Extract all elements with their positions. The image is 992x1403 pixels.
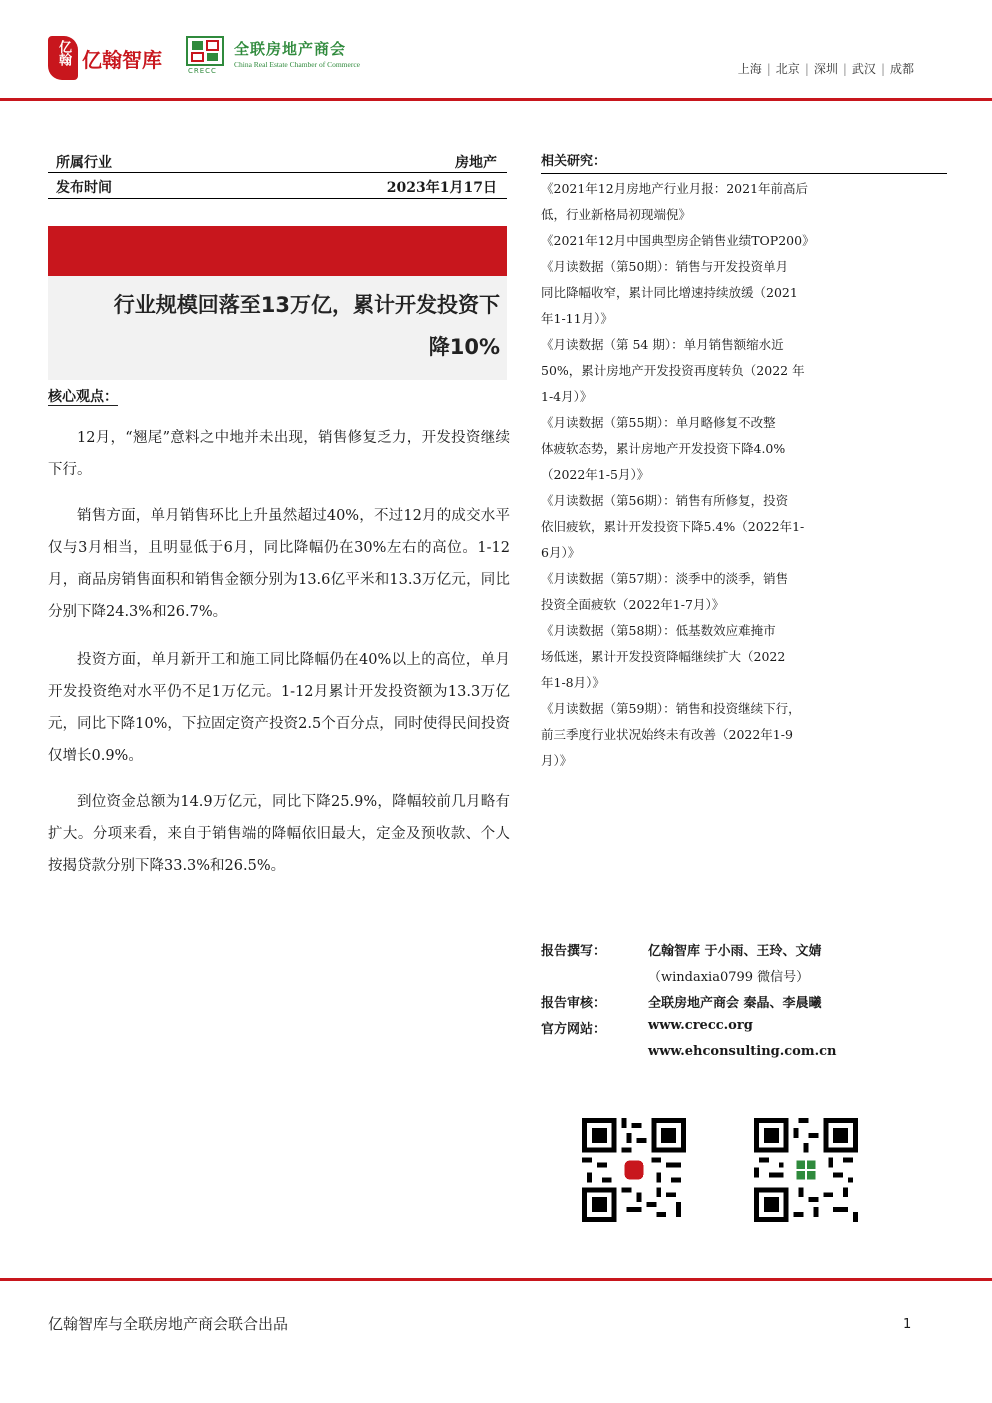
city: 上海 [737,62,762,76]
related-line: 年1-11月）》 [541,311,613,326]
related-line: 50%，累计房地产开发投资再度转负（2022 年 [541,363,805,378]
related-line: 同比降幅收窄，累计同比增速持续放缓（2021 [541,285,798,300]
crecc-name-en: China Real Estate Chamber of Commerce [234,60,361,69]
related-line: 《2021年12月中国典型房企销售业绩TOP200》 [541,233,815,248]
reviewer-label: 报告审核： [541,996,607,1011]
footer-divider [0,1278,992,1281]
header-divider [0,98,992,101]
crecc-name-cn: 全联房地产商会 [234,40,347,58]
related-line: 场低迷，累计开发投资降幅继续扩大（2022 [541,649,786,664]
related-line: 《2021年12月房地产行业月报：2021年前高后 [541,181,809,196]
table-divider [48,198,507,199]
title-band [48,226,507,276]
related-line: 月）》 [541,753,573,768]
date-label: 发布时间 [56,180,112,196]
paragraph: 到位资金总额为14.9万亿元，同比下降25.9%，降幅较前几月略有扩大。分项来看，来自于销售端的降幅依旧最大，定金及预收款、个人按揭贷款分别下降33.3%和26.5%。 [48,794,510,874]
yihan-logo-text: 亿翰智库 [82,48,162,72]
footer-text: 亿翰智库与全联房地产商会联合出品 [48,1315,289,1333]
related-line: 《月读数据（第57期）：淡季中的淡季，销售 [541,571,789,586]
related-line: 1-4月）》 [541,389,593,404]
crecc-logo [186,36,386,76]
related-line: 年1-8月）》 [541,675,605,690]
page-number: 1 [903,1317,912,1332]
website-link[interactable]: www.crecc.org [648,1018,753,1033]
related-line: （2022年1-5月）》 [541,467,650,482]
website-label: 官方网站： [541,1022,607,1037]
date-row [48,173,507,197]
related-line: 体疲软态势，累计房地产开发投资下降4.0% [541,441,786,456]
qr-code-crecc [754,1118,858,1222]
industry-label: 所属行业 [56,155,112,171]
city: 武汉 [851,62,876,76]
yihan-logo [48,36,178,82]
related-title: 相关研究： [541,154,607,169]
title-line-2: 降10% [428,335,500,359]
industry-row [48,148,507,172]
related-line: 《月读数据（第55期）：单月略修复不改整 [541,415,776,430]
related-line: 低，行业新格局初现端倪》 [541,207,692,222]
city: 成都 [889,62,914,76]
writer-value: 亿翰智库 于小雨、王玲、文婧 [648,944,822,959]
related-divider [541,173,947,174]
crecc-abbr: CRECC [188,67,217,75]
related-line: 依旧疲软，累计开发投资下降5.4%（2022年1- [541,519,805,534]
related-line: 《月读数据（第59期）：销售和投资继续下行， [541,701,801,716]
related-line: 6月）》 [541,545,581,560]
related-line: 《月读数据（第56期）：销售有所修复，投资 [541,493,789,508]
related-list [541,176,851,774]
office-cities: 上海 | 北京 | 深圳 | 武汉 | 成都 [737,62,914,76]
reviewer-value: 全联房地产商会 秦晶、李晨曦 [648,996,822,1011]
related-line: 《月读数据（第50期）：销售与开发投资单月 [541,259,789,274]
paragraph: 12月，“翘尾”意料之中地并未出现，销售修复乏力，开发投资继续下行。 [48,430,510,478]
title-line-1: 行业规模回落至13万亿，累计开发投资下 [113,293,500,317]
related-line: 《月读数据（第58期）：低基数效应难掩市 [541,623,776,638]
yihan-logo-mark: 亿翰 [48,36,78,80]
qr-code-yihan [582,1118,686,1222]
industry-value: 房地产 [455,155,497,171]
paragraph: 投资方面，单月新开工和施工同比降幅仍在40%以上的高位，单月开发投资绝对水平仍不足1万亿元。1-12月累计开发投资额为13.3万亿元，同比下降10%，下拉固定资产投资2.5个百分点，同时使得民间投资仅增长0.9%。 [48,652,510,764]
website-link[interactable]: www.ehconsulting.com.cn [648,1044,837,1059]
related-line: 《月读数据（第 54 期）：单月销售额缩水近 [541,337,784,352]
related-line: 前三季度行业状况始终未有改善（2022年1-9 [541,727,793,742]
paragraph: 销售方面，单月销售环比上升虽然超过40%，不过12月的成交水平仅与3月相当，且明显低于6月，同比降幅仍在30%左右的高位。1-12月，商品房销售面积和销售金额分别为13.6亿平米和13.3万亿元，同比分别下降24.3%和26.7%。 [48,508,510,620]
report-title [48,284,500,368]
related-line: 投资全面疲软（2022年1-7月）》 [541,597,725,612]
city: 北京 [775,62,800,76]
core-label: 核心观点： [48,389,118,405]
wechat-id: （windaxia0799 微信号） [648,970,810,985]
city: 深圳 [813,62,838,76]
writer-label: 报告撰写： [541,944,607,959]
date-value: 2023年1月17日 [386,180,497,196]
crecc-logo-icon [186,36,224,66]
